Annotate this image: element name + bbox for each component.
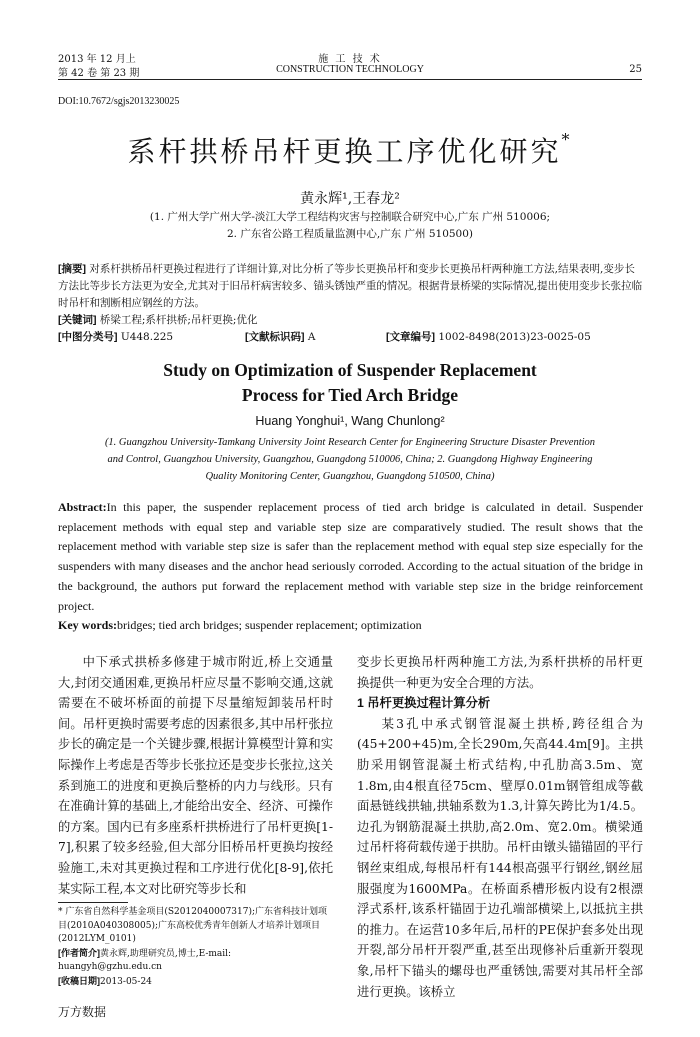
title-cn: 系杆拱桥吊杆更换工序优化研究* bbox=[127, 130, 573, 168]
document-code: [文献标识码] A bbox=[245, 331, 316, 343]
abstract-cn: [摘要] 对系杆拱桥吊杆更换过程进行了详细计算,对比分析了等步长更换吊杆和变步长更换吊杆两种施工方法,结果表明,变步长方法比等步长方法更为安全,尤其对于旧吊杆病害较多、锚头锈蚀严重的情况。根据背景桥梁的实际情况,提出使用变步长张拉临时吊杆和割断相应钢丝的方法。 bbox=[58, 263, 643, 309]
footnote-fund: * 广东省自然科学基金项目(S2012040007317);广东省科技计划项目(2010A040308005);广东高校优秀青年创新人才培养计划项目(2012LYM_0101) bbox=[58, 907, 328, 944]
journal-name-en: CONSTRUCTION TECHNOLOGY bbox=[276, 64, 424, 75]
body-right-paragraph: 某3孔中承式钢管混凝土拱桥,跨径组合为(45+200+45)m,全长290m,矢高44.4m[9]。主拱肋采用钢管混凝土桁式结构,中孔肋高3.5m、宽1.8m,由4根直径75cm、壁厚0.01m钢管组成等截面悬链线拱轴,拱轴系数为1.3,计算矢跨比为1/4.5。边孔为钢筋混凝土拱肋,高2.0m、宽2.0m。横梁通过吊杆将荷载传递于拱肋。吊杆由镦头锚锚固的平行钢丝束组成,每根吊杆有144根高强平行钢丝,钢丝屈服强度为1600MPa。在桥面系槽形板内设有2根漂浮式系杆,该系杆锚固于边孔端部横梁上,以抵抗主拱的推力。在运营10多年后,吊杆的PE保护套多处出现开裂,部分吊杆开裂严重,甚至出现修补后重新开裂现象,吊杆下锚头的螺母也严重锈蚀,需要对其吊杆全部进行更换。该桥立 bbox=[357, 716, 643, 999]
issue-date: 2013 年 12 月上 bbox=[58, 54, 136, 65]
affiliation-cn-2: 2. 广东省公路工程质量监测中心,广东 广州 510500) bbox=[226, 228, 474, 240]
abstract-en: Abstract:In this paper, the suspender replacement process of tied arch bridge is calculated in detail. Suspender replacement methods with equal step and variable step size are comparatively studied. The result shows that the replacement method with variable step size is safer than the replacement method with equal step size especially for the suspenders with many diseases and the anchor head seriously corroded. According to the actual situation of the bridge in the background, the authors put forward the replacement method with variable step size in the bridge reinforcement project. bbox=[58, 500, 643, 613]
body-right-column bbox=[357, 652, 643, 1002]
title-en-line2: Process for Tied Arch Bridge bbox=[241, 385, 459, 405]
authors-en: Huang Yonghui¹, Wang Chunlong² bbox=[255, 414, 445, 428]
clc-number: [中图分类号] U448.225 bbox=[58, 331, 174, 343]
footnotes bbox=[58, 906, 333, 989]
doi: DOI:10.7672/sgjs2013230025 bbox=[58, 96, 180, 107]
footnote-author: [作者简介]黄永辉,助理研究员,博士,E-mail: huangyh@gzhu.edu.cn bbox=[58, 947, 232, 972]
page-number: 25 bbox=[629, 64, 642, 75]
body-right-intro: 变步长更换吊杆两种施工方法,为系杆拱桥的吊杆更换提供一种更为安全合理的方法。 bbox=[357, 655, 643, 690]
header-rule bbox=[58, 79, 642, 80]
body-left-paragraph: 中下承式拱桥多修建于城市附近,桥上交通量大,封闭交通困难,更换吊杆应尽量不影响交通,这就需要在不破坏桥面的前提下尽量缩短卸装吊杆时间。吊杆更换时需要考虑的因素很多,其中吊杆张拉步长的确定是一个关键步骤,根据计算模型计算和实际操作上考虑是否等步长张拉还是变步长张拉,这关系到施工的进度和更换后整桥的内力与线形。只有在准确计算的基础上,才能给出安全、经济、可操作的方案。国内已有多座系杆拱桥进行了吊杆更换[1-7],积累了较多经验,但大部分旧桥吊杆更换均按经验施工,未对其更换过程和工序进行优化[8-9],依托某实际工程,本文对比研究等步长和 bbox=[58, 655, 334, 896]
body-left-column bbox=[58, 652, 333, 899]
footnote-rule bbox=[58, 902, 128, 903]
affiliation-cn-1: (1. 广州大学广州大学-淡江大学工程结构灾害与控制联合研究中心,广东 广州 510006; bbox=[149, 211, 551, 223]
keywords-cn: [关键词] 桥梁工程;系杆拱桥;吊杆更换;优化 bbox=[58, 314, 258, 326]
authors-cn: 黄永辉¹,王春龙² bbox=[300, 191, 400, 207]
title-en-line1: Study on Optimization of Suspender Replacement bbox=[163, 360, 537, 380]
journal-name-cn: 施 工 技 术 bbox=[318, 54, 382, 65]
article-number: [文章编号] 1002-8498(2013)23-0025-05 bbox=[386, 331, 591, 343]
volume-issue: 第 42 卷 第 23 期 bbox=[58, 68, 140, 79]
watermark: 万方数据 bbox=[58, 1005, 107, 1019]
section-heading: 1 吊杆更换过程计算分析 bbox=[357, 696, 491, 711]
affiliation-en-1: (1. Guangzhou University-Tamkang University Joint Research Center for Engineering Structure Disaster Prevention bbox=[104, 437, 596, 448]
footnote-date: [收稿日期]2013-05-24 bbox=[58, 975, 152, 987]
affiliation-en-3: Quality Monitoring Center, Guangzhou, Guangdong 510500, China) bbox=[205, 471, 495, 482]
affiliation-en-2: and Control, Guangzhou University, Guangzhou, Guangdong 510006, China; 2. Guangdong Highway Engineering bbox=[107, 454, 593, 465]
keywords-en: Key words:bridges; tied arch bridges; suspender replacement; optimization bbox=[58, 618, 422, 632]
